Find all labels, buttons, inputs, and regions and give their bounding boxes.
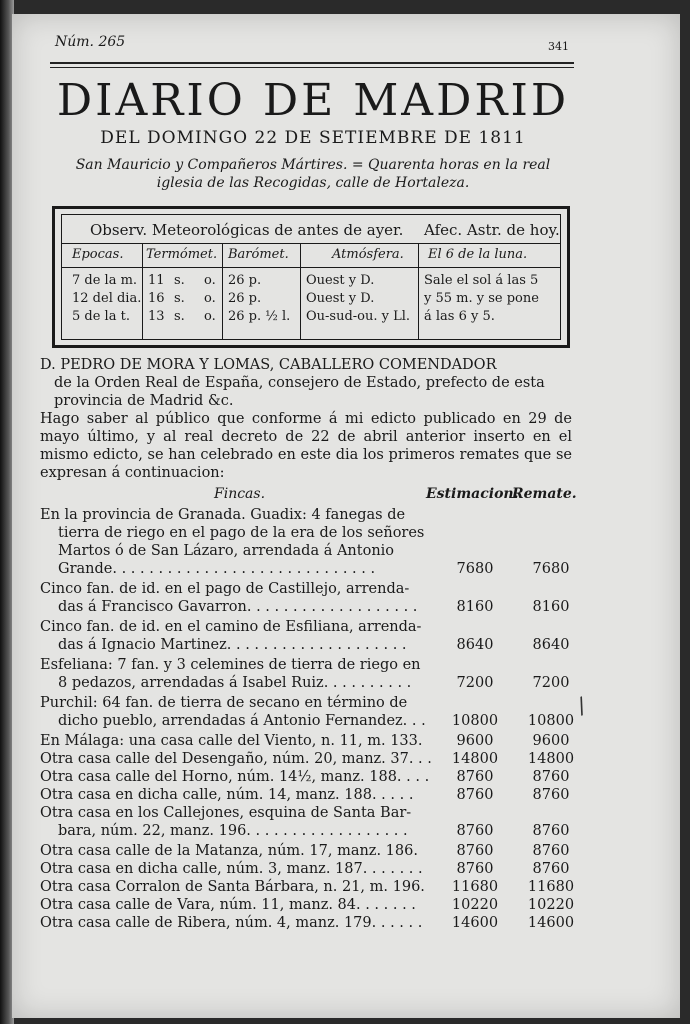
entry-line: Otra casa en los Callejones, esquina de Santa Bar- <box>40 805 412 821</box>
remate-value: 7200 <box>532 675 570 691</box>
auction-entry-description <box>40 618 432 654</box>
remate-value: 10220 <box>527 897 575 913</box>
entry-line: Cinco fan. de id. en el pago de Castillejo, arrenda- <box>40 581 410 597</box>
estimacion-value: 8640 <box>456 637 494 653</box>
entry-line: Esfeliana: 7 fan. y 3 celemines de tierra de riego en <box>40 657 421 673</box>
weather-temp: 16 <box>148 291 165 306</box>
remate-value: 14600 <box>527 915 575 931</box>
auction-entry-description <box>40 506 432 578</box>
entry-continuation-line: Grande. . . . . . . . . . . . . . . . . . . . . . . . . . . . . <box>58 561 376 577</box>
decree-line-2: de la Orden Real de España, consejero de Estado, prefecto de esta <box>54 375 545 391</box>
estimacion-value: 10800 <box>451 713 499 729</box>
weather-temp-scale: s. <box>174 273 185 288</box>
auction-entry <box>40 804 580 840</box>
entry-continuation-line: Martos ó de San Lázaro, arrendada á Antonio <box>58 543 395 559</box>
decree-heading <box>40 356 572 410</box>
auction-entry <box>40 506 580 578</box>
auction-entry <box>40 768 580 786</box>
entry-line: Purchil: 64 fan. de tierra de secano en término de <box>40 695 408 711</box>
estimacion-value: 9600 <box>456 733 494 749</box>
estimacion-value: 10220 <box>451 897 499 913</box>
estimacion-value: 8760 <box>456 861 494 877</box>
issue-number: Núm. 265 <box>55 34 126 50</box>
entry-line: Otra casa calle de Ribera, núm. 4, manz. 179. . . . . . <box>40 915 423 931</box>
remate-value: 7680 <box>532 561 570 577</box>
weather-temp-o: o. <box>204 309 216 324</box>
entry-line: Otra casa calle de la Matanza, núm. 17, manz. 186. <box>40 843 418 859</box>
remate-value: 10800 <box>527 713 575 729</box>
weather-barometer: 26 p. <box>228 291 262 306</box>
weather-atmosphere: Ou-sud-ou. y Ll. <box>306 309 411 324</box>
entry-line: En la provincia de Granada. Guadix: 4 fanegas de <box>40 507 406 523</box>
auction-entry <box>40 694 580 730</box>
estimacion-value: 7200 <box>456 675 494 691</box>
auction-entry-description <box>40 580 432 616</box>
estimacion-value: 14800 <box>451 751 499 767</box>
auction-entry-description <box>40 896 432 914</box>
remate-value: 8760 <box>532 769 570 785</box>
estimacion-value: 8160 <box>456 599 494 615</box>
entry-line: Cinco fan. de id. en el camino de Esfiliana, arrenda- <box>40 619 422 635</box>
col-header-atmosfera: Atmósfera. <box>332 247 404 262</box>
auction-entry <box>40 656 580 692</box>
remate-value: 14800 <box>527 751 575 767</box>
entry-line: Otra casa en dicha calle, núm. 14, manz. 188. . . . . <box>40 787 414 803</box>
weather-temp-scale: s. <box>174 309 185 324</box>
weather-temp-o: o. <box>204 291 216 306</box>
auction-entry <box>40 860 580 878</box>
weather-table <box>52 206 570 348</box>
weather-epoca: 7 de la m. <box>72 273 138 288</box>
remate-value: 8760 <box>532 861 570 877</box>
weather-barometer: 26 p. <box>228 273 262 288</box>
astro-title: Afec. Astr. de hoy. <box>424 221 560 239</box>
auction-entry-description <box>40 786 432 804</box>
remate-value: 8760 <box>532 787 570 803</box>
estimacion-value: 7680 <box>456 561 494 577</box>
estimacion-value: 8760 <box>456 843 494 859</box>
auction-entry <box>40 878 580 896</box>
auction-entry <box>40 732 580 750</box>
col-header-barometro: Barómet. <box>228 247 289 262</box>
entry-line: Otra casa calle del Horno, núm. 14½, manz. 188. . . . <box>40 769 430 785</box>
entry-continuation-line: tierra de riego en el pago de la era de los señores <box>58 525 425 541</box>
estimacion-value: 8760 <box>456 787 494 803</box>
col-header-estimacion: Estimacion. <box>426 486 519 502</box>
auction-entry-description <box>40 732 432 750</box>
weather-atmosphere: Ouest y D. <box>306 273 375 288</box>
entry-line: En Málaga: una casa calle del Viento, n. 11, m. 133. <box>40 733 423 749</box>
auction-entry <box>40 842 580 860</box>
weather-temp-scale: s. <box>174 291 185 306</box>
remate-value: 8640 <box>532 637 570 653</box>
masthead-title: DIARIO DE MADRID <box>56 75 570 126</box>
auction-entry-description <box>40 842 432 860</box>
decree-line-3: provincia de Madrid &c. <box>54 393 234 409</box>
auction-entry <box>40 896 580 914</box>
entry-continuation-line: das á Francisco Gavarron. . . . . . . . . . . . . . . . . . . <box>58 599 418 615</box>
estimacion-value: 11680 <box>451 879 499 895</box>
weather-title: Observ. Meteorológicas de antes de ayer. <box>90 221 404 239</box>
auction-entry <box>40 750 580 768</box>
entry-continuation-line: 8 pedazos, arrendadas á Isabel Ruiz. . . . . . . . . . <box>58 675 412 691</box>
weather-temp-o: o. <box>204 273 216 288</box>
weather-barometer: 26 p. ½ l. <box>228 309 291 324</box>
auction-entry-description <box>40 804 432 840</box>
weather-temp: 13 <box>148 309 165 324</box>
entry-continuation-line: das á Ignacio Martinez. . . . . . . . . . . . . . . . . . . . <box>58 637 407 653</box>
entry-continuation-line: dicho pueblo, arrendadas á Antonio Fernandez. . . <box>58 713 426 729</box>
handwritten-mark: / <box>573 693 590 720</box>
col-header-luna: El 6 de la luna. <box>428 247 528 262</box>
saints-line-1: San Mauricio y Compañeros Mártires. = Quarenta horas en la real <box>75 157 551 173</box>
weather-table-inner <box>61 214 561 340</box>
entry-line: Otra casa calle de Vara, núm. 11, manz. 84. . . . . . . <box>40 897 416 913</box>
header-rule <box>50 62 574 68</box>
estimacion-value: 8760 <box>456 769 494 785</box>
weather-rule-1 <box>62 243 560 244</box>
weather-divider <box>300 243 301 339</box>
auction-entry-description <box>40 694 432 730</box>
remate-value: 8760 <box>532 843 570 859</box>
saints-notice <box>50 156 576 192</box>
entry-continuation-line: bara, núm. 22, manz. 196. . . . . . . . . . . . . . . . . . <box>58 823 408 839</box>
col-header-remate: Remate. <box>512 486 577 502</box>
entry-line: Otra casa calle del Desengaño, núm. 20, manz. 37. . . <box>40 751 432 767</box>
auction-entry-description <box>40 914 432 932</box>
entry-line: Otra casa en dicha calle, núm. 3, manz. 187. . . . . . . <box>40 861 423 877</box>
dateline: DEL DOMINGO 22 DE SETIEMBRE DE 1811 <box>100 128 526 148</box>
remate-value: 11680 <box>527 879 575 895</box>
decree-notice: Hago saber al público que conforme á mi edicto publicado en 29 de mayo último, y al real decreto de 22 de abril anterior inserto en el mismo edicto, se han celebrado en este dia los primeros remates que se expresan á continuacion: <box>40 411 572 481</box>
col-header-fincas: Fincas. <box>214 486 266 502</box>
weather-divider <box>222 243 223 339</box>
estimacion-value: 8760 <box>456 823 494 839</box>
saints-line-2: iglesia de las Recogidas, calle de Hortaleza. <box>156 175 470 191</box>
estimacion-value: 14600 <box>451 915 499 931</box>
auction-entry <box>40 580 580 616</box>
remate-value: 8160 <box>532 599 570 615</box>
col-header-termometro: Termómet. <box>146 247 218 262</box>
entry-line: Otra casa Corralon de Santa Bárbara, n. 21, m. 196. <box>40 879 425 895</box>
auction-entry <box>40 914 580 932</box>
auction-entry-description <box>40 768 432 786</box>
weather-divider <box>142 243 143 339</box>
weather-epoca: 5 de la t. <box>72 309 130 324</box>
astro-line: Sale el sol á las 5 <box>424 273 539 288</box>
astro-line: y 55 m. y se pone <box>424 291 539 306</box>
astro-line: á las 6 y 5. <box>424 309 495 324</box>
remate-value: 8760 <box>532 823 570 839</box>
auction-entry-description <box>40 656 432 692</box>
weather-epoca: 12 del dia. <box>72 291 142 306</box>
auction-entry <box>40 618 580 654</box>
weather-temp: 11 <box>148 273 165 288</box>
remate-value: 9600 <box>532 733 570 749</box>
auction-entry-description <box>40 878 432 896</box>
auction-entry-description <box>40 750 432 768</box>
weather-divider <box>418 243 419 339</box>
decree-line-1: D. PEDRO DE MORA Y LOMAS, CABALLERO COMENDADOR <box>40 357 497 373</box>
page-number: 341 <box>548 40 569 53</box>
col-header-epocas: Epocas. <box>72 247 124 262</box>
weather-rule-2 <box>62 267 560 268</box>
weather-atmosphere: Ouest y D. <box>306 291 375 306</box>
auction-entry-description <box>40 860 432 878</box>
auction-entry <box>40 786 580 804</box>
